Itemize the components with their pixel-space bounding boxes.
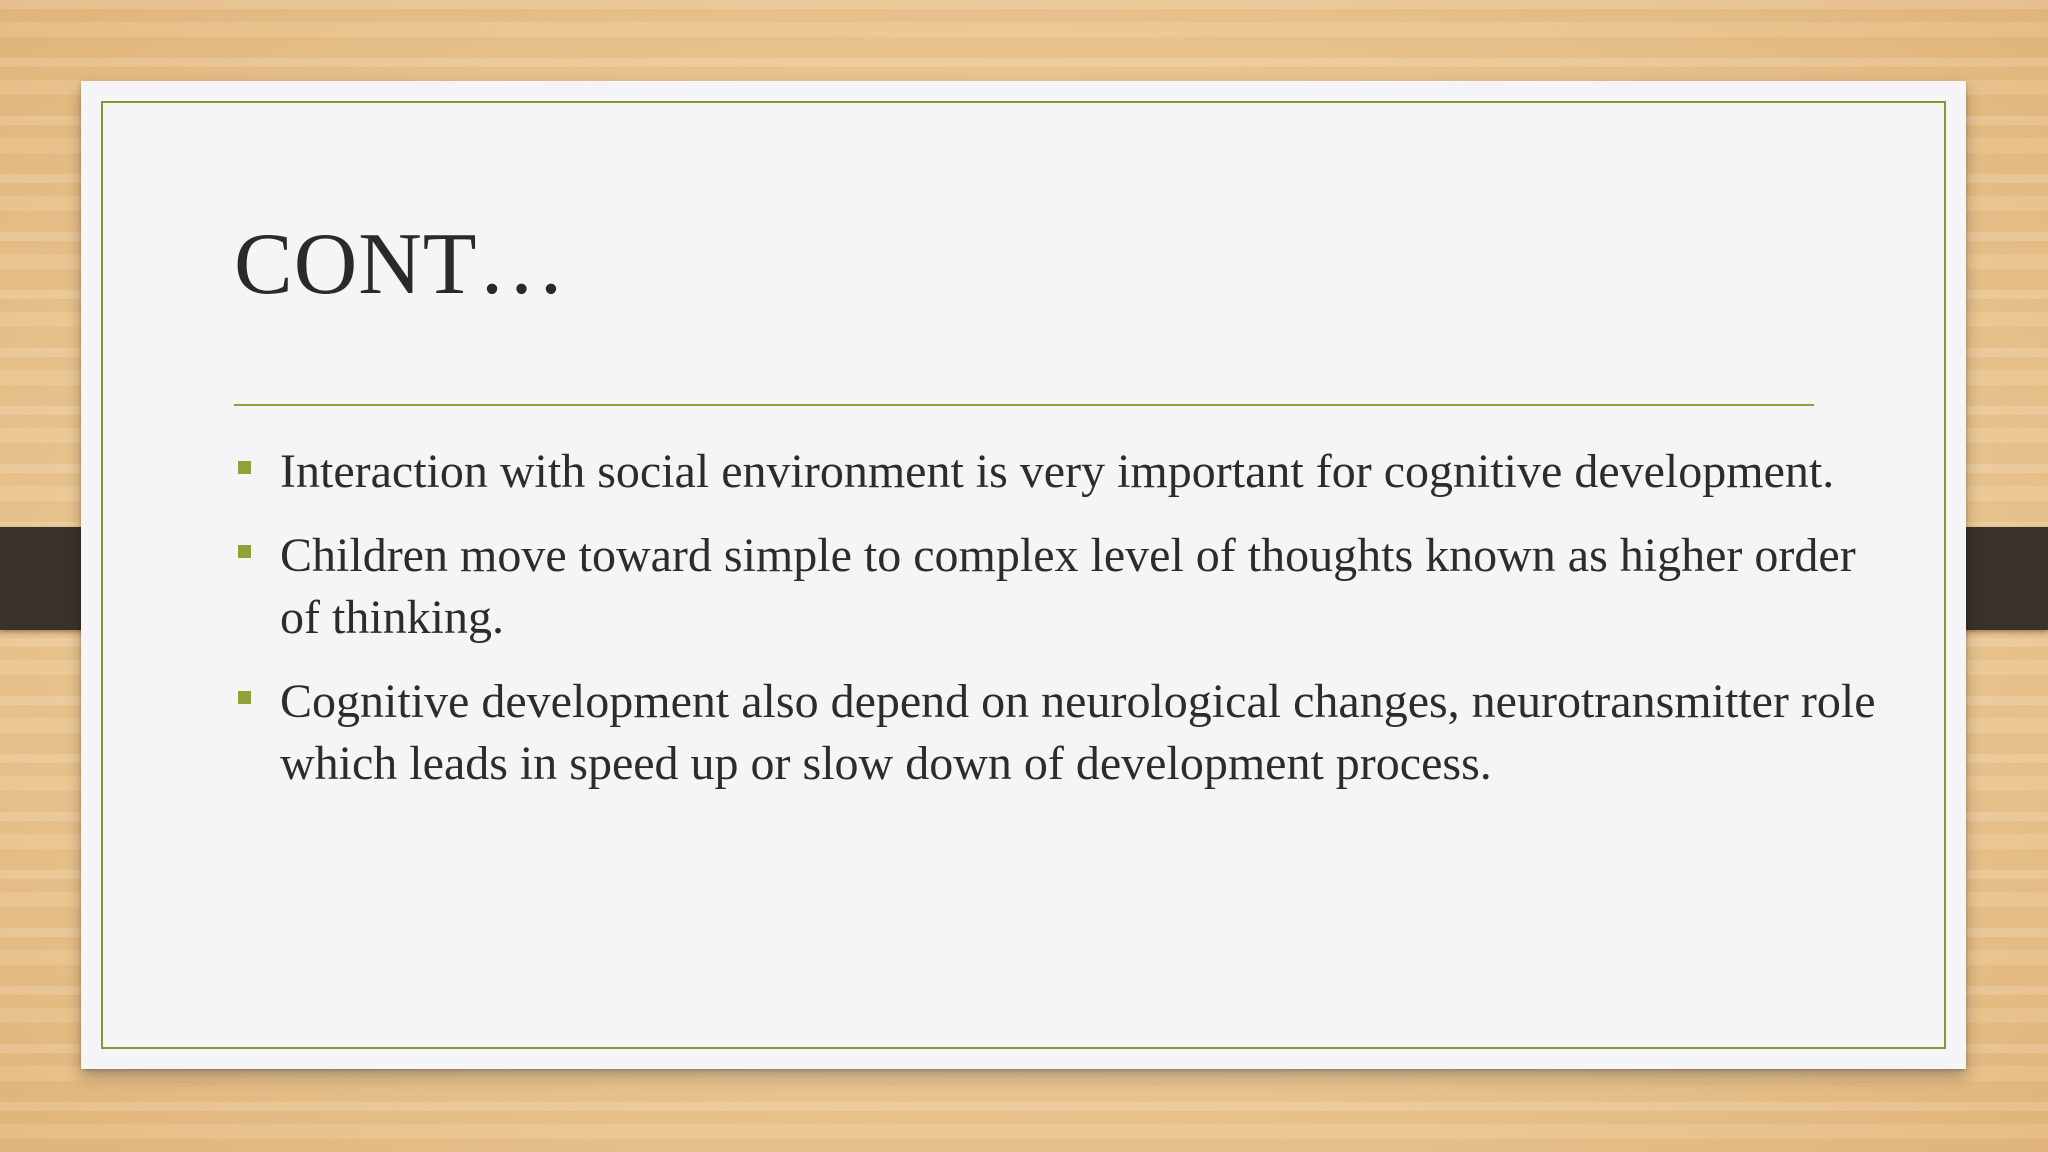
bullet-list [234, 441, 1894, 817]
bullet-text: Cognitive development also depend on neurological changes, neurotransmitter role which leads in speed up or slow down of development process. [280, 675, 1876, 790]
square-bullet-icon [238, 461, 251, 474]
bullet-text: Interaction with social environment is very important for cognitive development. [280, 445, 1835, 498]
title-divider [234, 404, 1814, 406]
bullet-text: Children move toward simple to complex level of thoughts known as higher order of thinking. [280, 529, 1856, 644]
square-bullet-icon [238, 691, 251, 704]
slide-title: CONT… [234, 216, 567, 313]
bullet-item [234, 671, 1894, 795]
bullet-item [234, 525, 1894, 649]
bullet-item [234, 441, 1894, 503]
square-bullet-icon [238, 545, 251, 558]
slide [81, 81, 1966, 1069]
